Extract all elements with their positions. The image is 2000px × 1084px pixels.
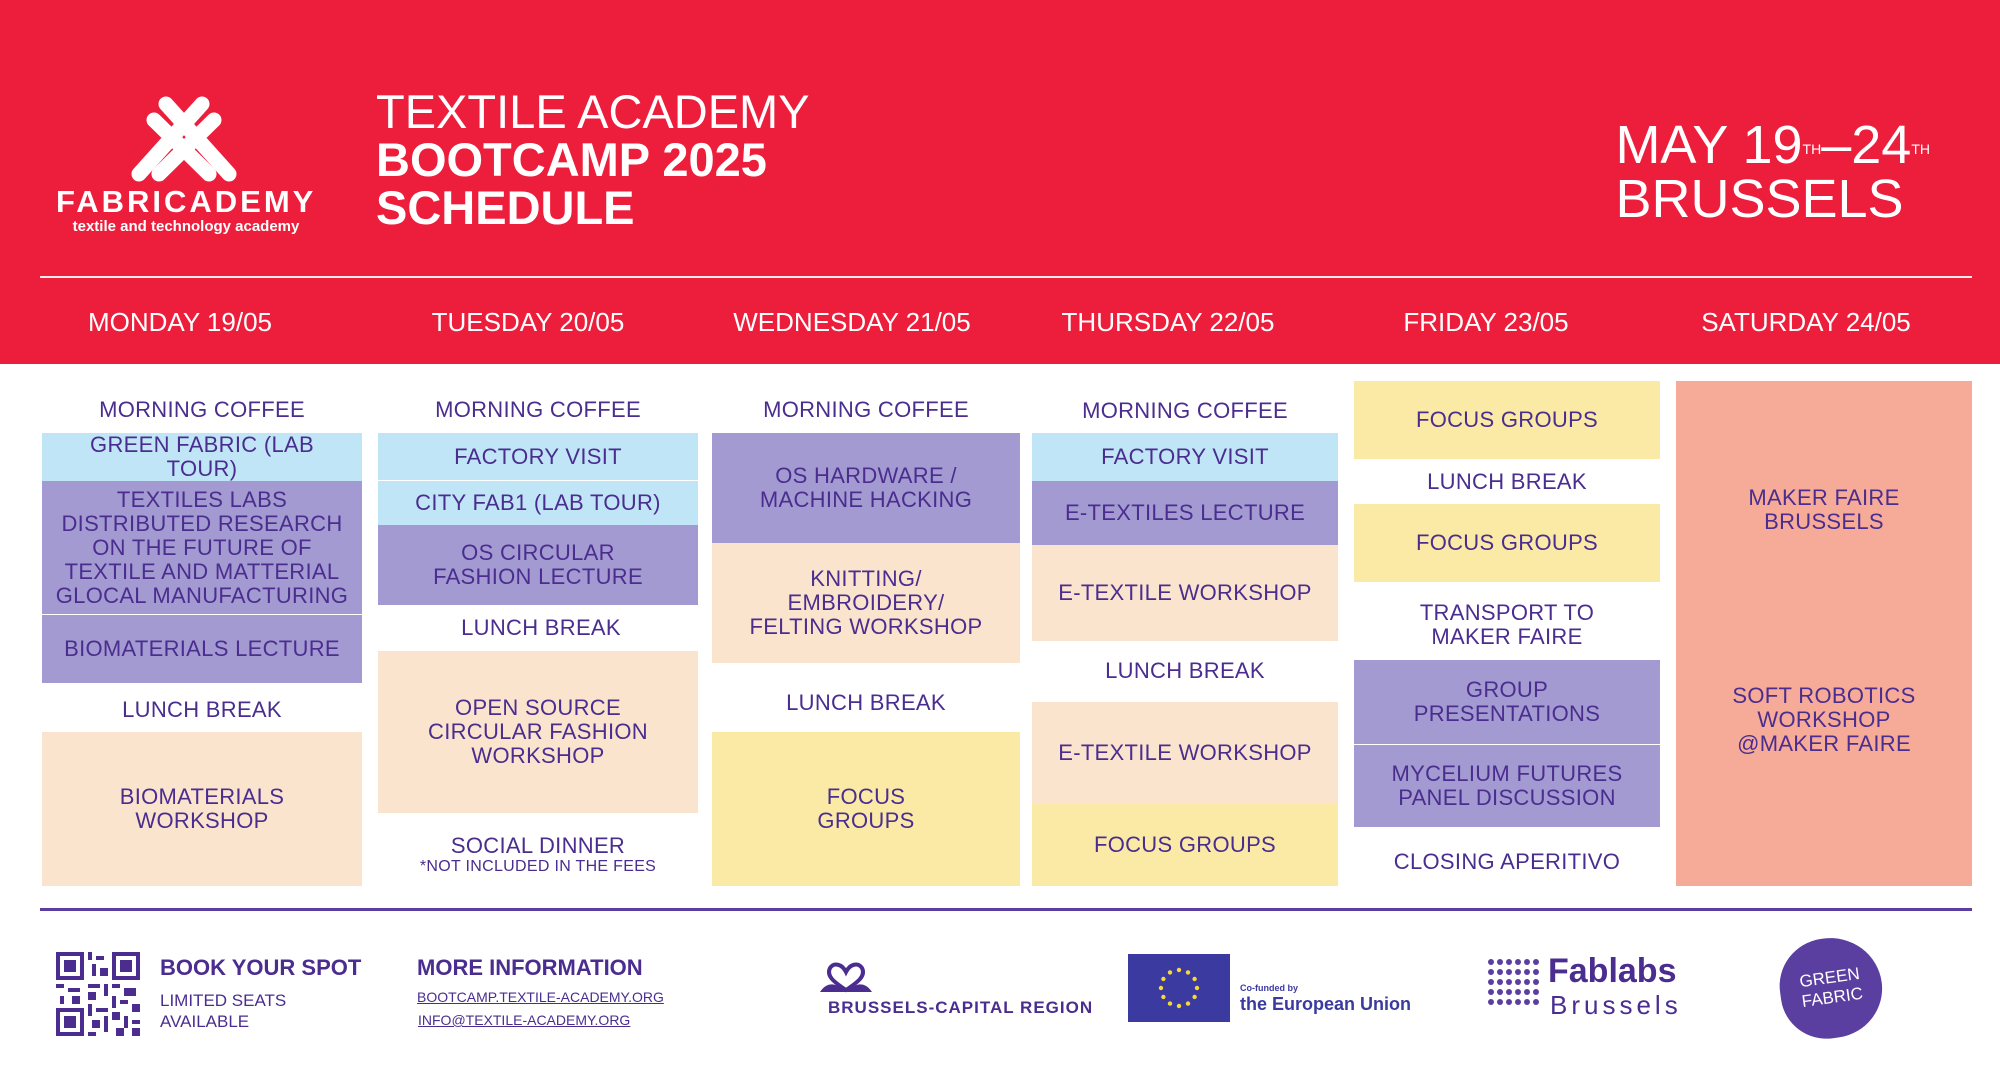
friday-closing-aperitivo: CLOSING APERITIVO bbox=[1393, 849, 1621, 874]
brussels-region-label: BRUSSELS-CAPITAL REGION bbox=[828, 998, 1094, 1017]
day-header-thursday: THURSDAY 22/05 bbox=[1061, 307, 1275, 337]
day-header-tuesday: TUESDAY 20/05 bbox=[431, 307, 625, 337]
tuesday-social-dinner bbox=[378, 830, 698, 880]
title-line-2: BOOTCAMP 2025 bbox=[376, 133, 767, 186]
eu-cofunded-label: Co-funded by bbox=[1240, 983, 1298, 993]
day-header-friday: FRIDAY 23/05 bbox=[1403, 307, 1569, 337]
thursday-etextile-workshop-1: E-TEXTILE WORKSHOP bbox=[1032, 545, 1338, 641]
day-header-saturday: SATURDAY 24/05 bbox=[1701, 307, 1911, 337]
friday-focus-groups-2: FOCUS GROUPS bbox=[1354, 504, 1660, 582]
thursday-morning-coffee: MORNING COFFEE bbox=[1082, 398, 1288, 423]
wednesday-focus-groups: FOCUS GROUPS bbox=[712, 732, 1020, 886]
tuesday-os-circular-lecture: OS CIRCULAR FASHION LECTURE bbox=[378, 525, 698, 605]
more-information-title: MORE INFORMATION bbox=[417, 955, 643, 980]
monday-textiles-labs-lecture: TEXTILES LABS DISTRIBUTED RESEARCH ON THE FUTURE OF TEXTILE AND MATTERIAL GLOCAL MANUFACTURING bbox=[42, 481, 362, 614]
green-fabric-logo: GREEN FABRIC bbox=[1774, 931, 1889, 1044]
qr-code-icon[interactable] bbox=[56, 952, 140, 1036]
brussels-region-logo-icon bbox=[816, 960, 876, 996]
tuesday-morning-coffee: MORNING COFFEE bbox=[435, 397, 641, 422]
monday-biomaterials-lecture: BIOMATERIALS LECTURE bbox=[42, 615, 362, 683]
thursday-focus-groups: FOCUS GROUPS bbox=[1032, 804, 1338, 886]
monday-green-fabric-tour: GREEN FABRIC (LAB TOUR) bbox=[42, 433, 362, 481]
friday-lunch-break: LUNCH BREAK bbox=[1427, 469, 1587, 494]
day-header-monday: MONDAY 19/05 bbox=[87, 307, 272, 337]
wednesday-lunch-break: LUNCH BREAK bbox=[786, 690, 946, 715]
fablabs-dots-icon bbox=[1486, 957, 1542, 1013]
footer-divider bbox=[40, 908, 1972, 911]
logo-name: FABRICADEMY bbox=[56, 184, 317, 219]
tuesday-lunch-break: LUNCH BREAK bbox=[461, 615, 621, 640]
header-divider bbox=[40, 276, 1972, 278]
social-dinner-note: *NOT INCLUDED IN THE FEES bbox=[419, 858, 657, 875]
fabricademy-logo bbox=[56, 92, 316, 242]
day-header-wednesday: WEDNESDAY 21/05 bbox=[733, 307, 971, 337]
wednesday-os-hardware: OS HARDWARE / MACHINE HACKING bbox=[712, 433, 1020, 543]
friday-group-presentations: GROUP PRESENTATIONS bbox=[1354, 660, 1660, 744]
page-title bbox=[376, 85, 810, 234]
book-your-spot-title: BOOK YOUR SPOT bbox=[160, 955, 362, 980]
header-banner bbox=[0, 0, 2000, 364]
date-range: MAY 19TH–24TH bbox=[1615, 115, 1930, 175]
thursday-factory-visit: FACTORY VISIT bbox=[1032, 433, 1338, 481]
thursday-lunch-break: LUNCH BREAK bbox=[1105, 658, 1265, 683]
event-dates bbox=[1615, 115, 1930, 229]
tuesday-factory-visit: FACTORY VISIT bbox=[378, 433, 698, 480]
friday-focus-groups-1: FOCUS GROUPS bbox=[1354, 381, 1660, 459]
thursday-etextile-workshop-2: E-TEXTILE WORKSHOP bbox=[1032, 702, 1338, 804]
website-link[interactable]: BOOTCAMP.TEXTILE-ACADEMY.ORG bbox=[417, 989, 664, 1005]
saturday-maker-faire: MAKER FAIRE BRUSSELS bbox=[1748, 485, 1900, 534]
wednesday-knitting-workshop: KNITTING/ EMBROIDERY/ FELTING WORKSHOP bbox=[712, 543, 1020, 663]
event-city: BRUSSELS bbox=[1615, 169, 1904, 229]
saturday-column bbox=[1676, 381, 1972, 886]
title-line-1: TEXTILE ACADEMY bbox=[376, 85, 810, 138]
friday-transport: TRANSPORT TO MAKER FAIRE bbox=[1419, 600, 1595, 649]
eu-flag-icon bbox=[1128, 954, 1230, 1022]
thursday-etextiles-lecture: E-TEXTILES LECTURE bbox=[1032, 481, 1338, 545]
friday-mycelium-panel: MYCELIUM FUTURES PANEL DISCUSSION bbox=[1354, 745, 1660, 827]
tuesday-open-source-workshop: OPEN SOURCE CIRCULAR FASHION WORKSHOP bbox=[378, 651, 698, 813]
monday-morning-coffee: MORNING COFFEE bbox=[99, 397, 305, 422]
eu-name-label: the European Union bbox=[1240, 994, 1411, 1014]
monday-lunch-break: LUNCH BREAK bbox=[122, 697, 282, 722]
saturday-soft-robotics: SOFT ROBOTICS WORKSHOP @MAKER FAIRE bbox=[1732, 683, 1916, 756]
fabricademy-logo-icon bbox=[114, 92, 254, 182]
title-line-3: SCHEDULE bbox=[376, 181, 635, 234]
logo-tagline: textile and technology academy bbox=[72, 218, 300, 235]
fablabs-name: Fablabs bbox=[1548, 952, 1677, 990]
wednesday-morning-coffee: MORNING COFFEE bbox=[763, 397, 969, 422]
email-link[interactable]: INFO@TEXTILE-ACADEMY.ORG bbox=[418, 1012, 631, 1028]
fablabs-city: Brussels bbox=[1550, 990, 1682, 1020]
monday-biomaterials-workshop: BIOMATERIALS WORKSHOP bbox=[42, 732, 362, 886]
limited-seats-text: LIMITED SEATS AVAILABLE bbox=[160, 991, 287, 1031]
tuesday-city-fab1-tour: CITY FAB1 (LAB TOUR) bbox=[378, 481, 698, 525]
social-dinner-label: SOCIAL DINNER bbox=[450, 833, 626, 858]
